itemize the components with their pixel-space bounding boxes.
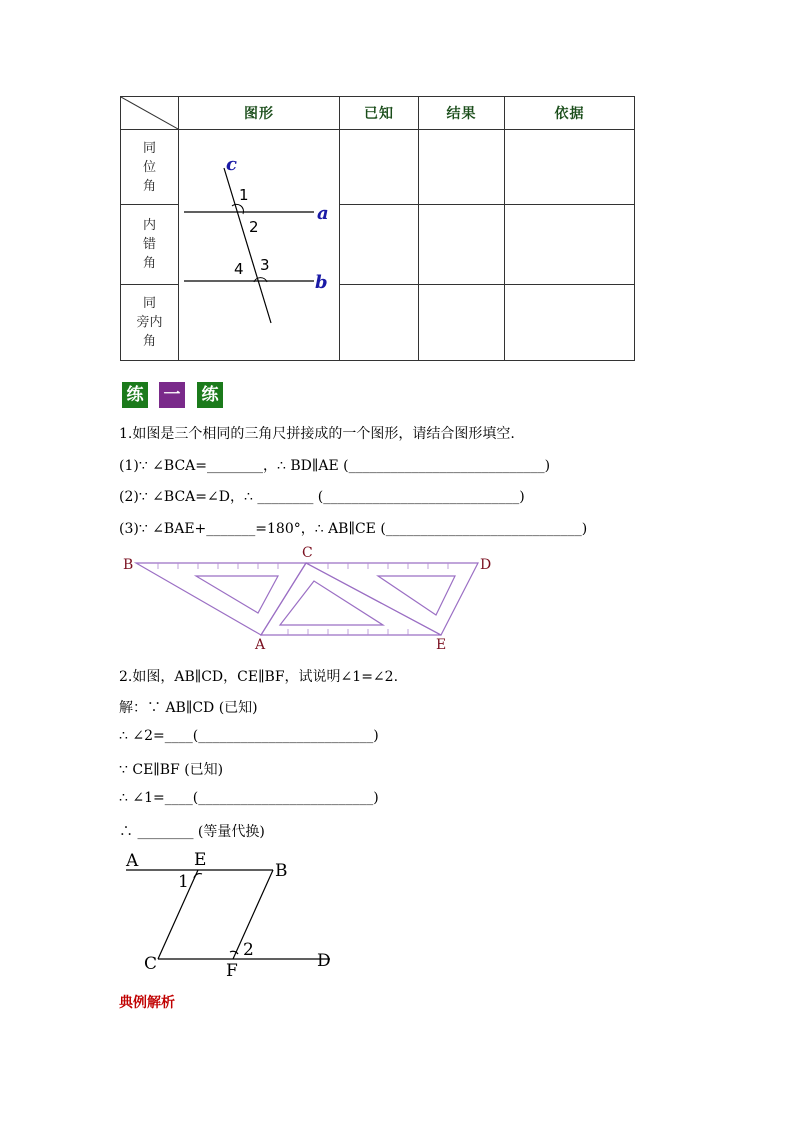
header-result: 结果 — [419, 97, 505, 130]
q1-line-3: (3)∵ ∠BAE+_______=180°，∴ AB∥CE (____________________________) — [119, 521, 588, 537]
parallelogram-figure — [118, 848, 348, 983]
header-reason: 依据 — [505, 97, 635, 130]
badge-lian-1: 练 — [122, 382, 148, 408]
q2-label-C: C — [144, 954, 158, 974]
header-figure: 图形 — [179, 97, 340, 130]
q2-stem: 2.如图，AB∥CD，CE∥BF，试说明∠1=∠2. — [119, 669, 399, 685]
q2-label-A: A — [126, 851, 139, 871]
cell-reason-3[interactable] — [505, 285, 635, 361]
q2-step-4: ∴ ∠1=____(_________________________) — [119, 790, 379, 806]
q1-label-C: C — [302, 545, 313, 561]
cell-result-3[interactable] — [419, 285, 505, 361]
q2-step-2: ∴ ∠2=____(_________________________) — [119, 728, 379, 744]
angle-2-label: 2 — [249, 218, 259, 236]
section-title: 典例解析 — [119, 995, 175, 1011]
angle-table — [120, 96, 635, 361]
q2-label-F: F — [226, 961, 238, 981]
q2-angle-2: 2 — [243, 940, 254, 960]
q2-step-5: ∴ ________ (等量代换) — [119, 824, 265, 840]
badge-lian-2: 练 — [197, 382, 223, 408]
q2-step-1: 解：∵ AB∥CD (已知) — [119, 700, 258, 716]
q1-label-D: D — [480, 557, 492, 573]
q1-line-2: (2)∵ ∠BCA=∠D，∴ ________ (____________________________) — [119, 489, 525, 505]
q1-label-A: A — [255, 637, 266, 653]
label-a: a — [317, 203, 329, 224]
angle-4-label: 4 — [234, 260, 244, 278]
angle-3-label: 3 — [260, 256, 270, 274]
q1-label-B: B — [123, 557, 134, 573]
cell-reason-2[interactable] — [505, 205, 635, 285]
angle-1-label: 1 — [239, 186, 249, 204]
q2-label-B: B — [275, 861, 288, 881]
q2-label-D: D — [317, 951, 331, 971]
q1-line-1: (1)∵ ∠BCA=________，∴ BD∥AE (____________________________) — [119, 458, 551, 474]
label-b: b — [315, 272, 328, 293]
figure-cell — [179, 130, 340, 361]
row-label-corresponding: 同 位 角 — [121, 130, 179, 205]
cell-result-2[interactable] — [419, 205, 505, 285]
q2-step-3: ∵ CE∥BF (已知) — [119, 762, 224, 778]
header-known: 已知 — [340, 97, 419, 130]
label-c: c — [226, 154, 237, 175]
row-label-alternate: 内 错 角 — [121, 205, 179, 285]
cell-known-3[interactable] — [340, 285, 419, 361]
cell-result-1[interactable] — [419, 130, 505, 205]
q2-label-E: E — [194, 850, 207, 870]
cell-known-1[interactable] — [340, 130, 419, 205]
triangle-rulers-figure — [118, 543, 498, 653]
diagonal-header-cell — [121, 97, 179, 130]
cell-known-2[interactable] — [340, 205, 419, 285]
q1-stem: 1.如图是三个相同的三角尺拼接成的一个图形，请结合图形填空. — [119, 426, 515, 442]
badge-yi: 一 — [159, 382, 185, 408]
q1-label-E: E — [436, 637, 447, 653]
cell-reason-1[interactable] — [505, 130, 635, 205]
row-label-interior: 同 旁内 角 — [121, 285, 179, 361]
q2-angle-1: 1 — [178, 872, 189, 892]
diagonal-line — [121, 97, 178, 129]
parallel-lines-figure — [179, 130, 339, 360]
